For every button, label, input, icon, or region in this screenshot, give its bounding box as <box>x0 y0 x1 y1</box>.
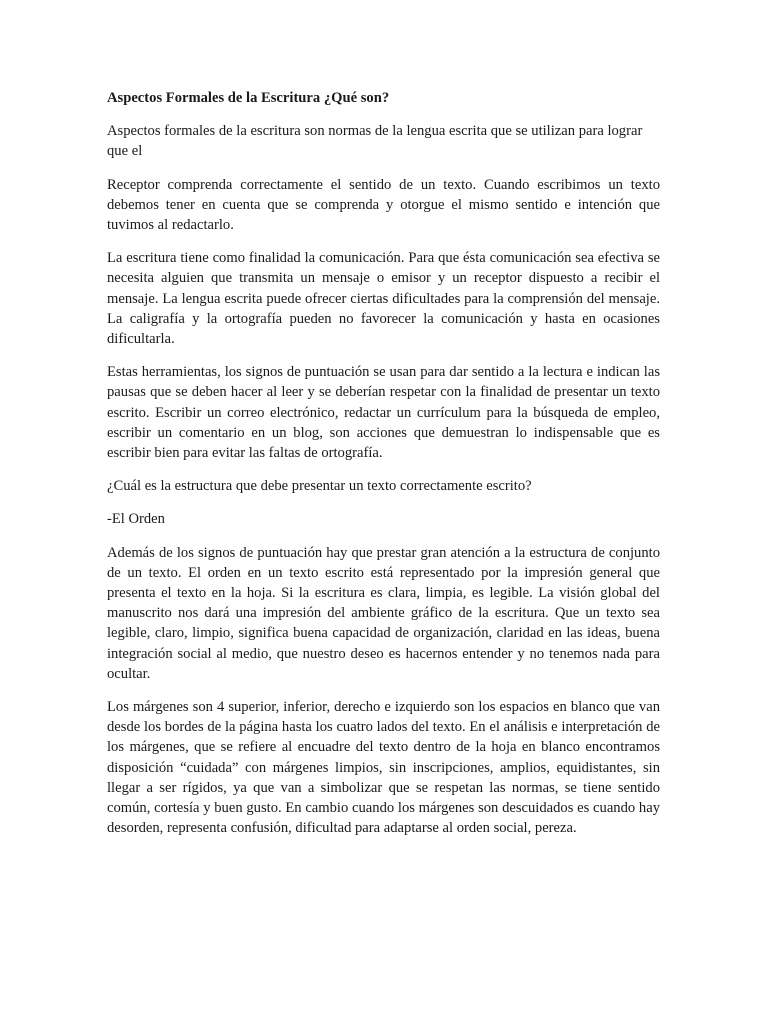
document-body <box>107 88 660 852</box>
paragraph-margenes: Los márgenes son 4 superior, inferior, derecho e izquierdo son los espacios en blanco que van desde los bordes de la página hasta los cuatro lados del texto. En el análisis e interpretación de los márgenes, que se refiere al encuadre del texto dentro de la hoja en blanco encontramos disposición “cuidada” con márgenes limpios, sin inscripciones, amplios, equidistantes, sin llegar a ser rígidos, ya que van a simbolizar que se respetan las normas, se tiene sentido común, cortesía y buen gusto. En cambio cuando los márgenes son descuidados es cuando hay desorden, representa confusión, dificultad para adaptarse al orden social, pereza. <box>107 699 660 837</box>
paragraph-intro: Aspectos formales de la escritura son normas de la lengua escrita que se utilizan para lograr que el <box>107 123 643 160</box>
paragraph-question: ¿Cuál es la estructura que debe presentar un texto correctamente escrito? <box>107 478 532 495</box>
section-heading-orden: -El Orden <box>107 511 165 528</box>
paragraph-receptor: Receptor comprenda correctamente el sentido de un texto. Cuando escribimos un texto debemos tener en cuenta que se comprenda y otorgue el mismo sentido e intención que tuvimos al redactarlo. <box>107 176 660 234</box>
paragraph-comunicacion: La escritura tiene como finalidad la comunicación. Para que ésta comunicación sea efectiva se necesita alguien que transmita un mensaje o emisor y un receptor dispuesto a recibir el mensaje. La lengua escrita puede ofrecer ciertas dificultades para la comprensión del mensaje. La caligrafía y la ortografía pueden no favorecer la comunicación y hasta en ocasiones dificultarla. <box>107 250 660 348</box>
paragraph-orden: Además de los signos de puntuación hay que prestar gran atención a la estructura de conjunto de un texto. El orden en un texto escrito está representado por la impresión general que presenta el texto en la hoja. Si la escritura es clara, limpia, es legible. La visión global del manuscrito nos dará una impresión del ambiente gráfico de la escritura. Que un texto sea legible, claro, limpio, significa buena capacidad de organización, claridad en las ideas, buena integración social al medio, que nuestro deseo es hacernos entender y no tenemos nada para ocultar. <box>107 544 660 682</box>
paragraph-herramientas: Estas herramientas, los signos de puntuación se usan para dar sentido a la lectura e indican las pausas que se deben hacer al leer y se deberían respetar con la finalidad de presentar un texto escrito. Escribir un correo electrónico, redactar un currículum para la búsqueda de empleo, escribir un comentario en un blog, son acciones que demuestran lo indispensable que es escribir bien para evitar las faltas de ortografía. <box>107 364 660 462</box>
document-title: Aspectos Formales de la Escritura ¿Qué son? <box>107 90 390 106</box>
